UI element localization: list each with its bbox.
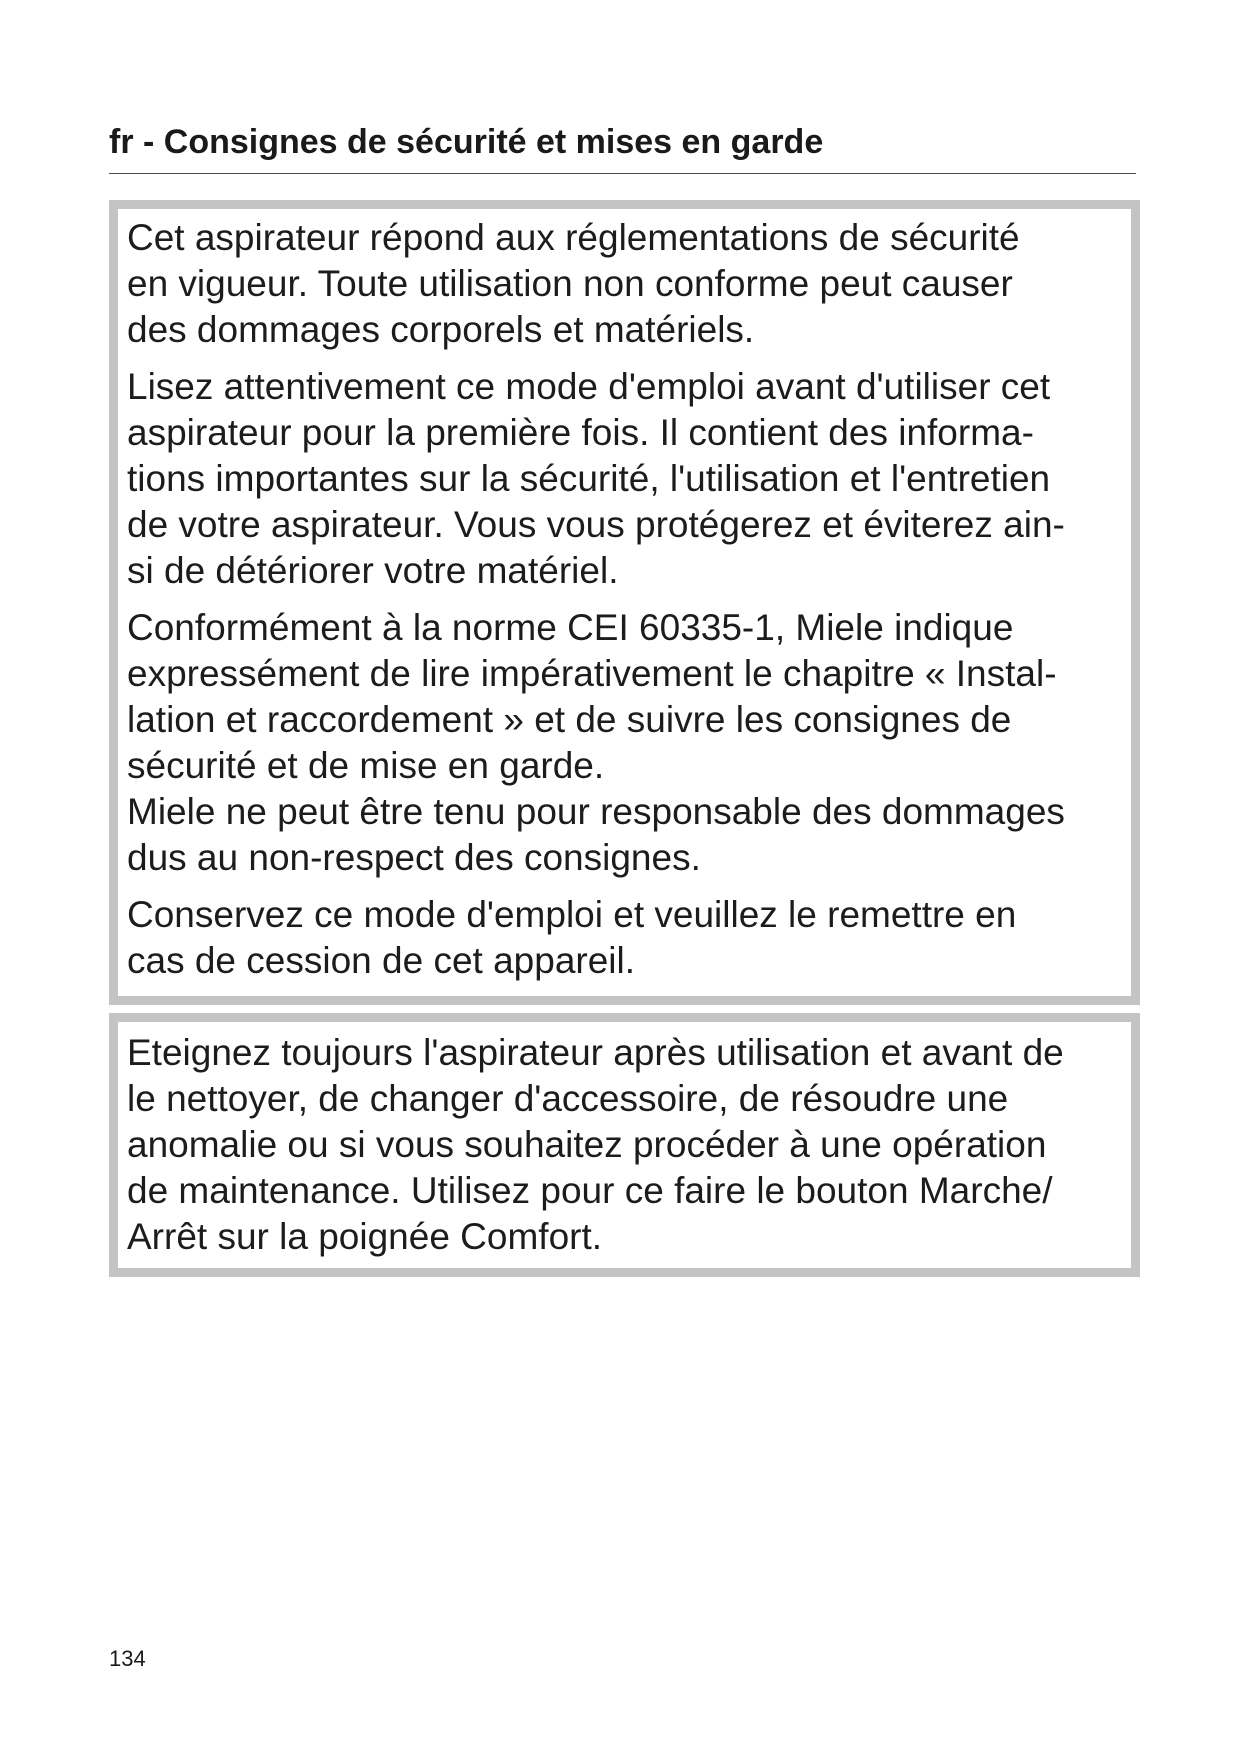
title-rule <box>109 173 1136 174</box>
text-line: cas de cession de cet appareil. <box>127 940 636 981</box>
text-line: tions importantes sur la sécurité, l'utilisation et l'entretien <box>127 458 1051 499</box>
warning-box <box>109 1013 1140 1277</box>
text-line: anomalie ou si vous souhaitez procéder à une opération <box>127 1124 1047 1165</box>
text-line: en vigueur. Toute utilisation non conforme peut causer <box>127 263 1013 304</box>
text-line: Cet aspirateur répond aux réglementations de sécurité <box>127 217 1020 258</box>
text-line: de maintenance. Utilisez pour ce faire le bouton Marche/ <box>127 1170 1053 1211</box>
notice-paragraph <box>127 364 1122 594</box>
text-line: Conformément à la norme CEI 60335-1, Miele indique <box>127 607 1014 648</box>
text-line: si de détériorer votre matériel. <box>127 550 619 591</box>
warning-paragraph <box>127 1030 1122 1260</box>
page-title: fr - Consignes de sécurité et mises en garde <box>109 123 824 161</box>
text-line: dus au non-respect des consignes. <box>127 837 701 878</box>
notice-paragraph <box>127 892 1122 984</box>
text-line: sécurité et de mise en garde. <box>127 745 605 786</box>
text-line: Eteignez toujours l'aspirateur après utilisation et avant de <box>127 1032 1064 1073</box>
notice-paragraph <box>127 215 1122 353</box>
text-line: Lisez attentivement ce mode d'emploi avant d'utiliser cet <box>127 366 1051 407</box>
text-line: expressément de lire impérativement le chapitre « Instal- <box>127 653 1057 694</box>
text-line: Miele ne peut être tenu pour responsable des dommages <box>127 791 1065 832</box>
notice-paragraph <box>127 605 1122 881</box>
text-line: le nettoyer, de changer d'accessoire, de résoudre une <box>127 1078 1009 1119</box>
notice-box <box>109 200 1140 1005</box>
page-number: 134 <box>109 1646 146 1671</box>
text-line: des dommages corporels et matériels. <box>127 309 755 350</box>
text-line: aspirateur pour la première fois. Il contient des informa- <box>127 412 1034 453</box>
text-line: Conservez ce mode d'emploi et veuillez le remettre en <box>127 894 1017 935</box>
text-line: de votre aspirateur. Vous vous protégerez et éviterez ain- <box>127 504 1065 545</box>
text-line: Arrêt sur la poignée Comfort. <box>127 1216 603 1257</box>
text-line: lation et raccordement » et de suivre les consignes de <box>127 699 1012 740</box>
